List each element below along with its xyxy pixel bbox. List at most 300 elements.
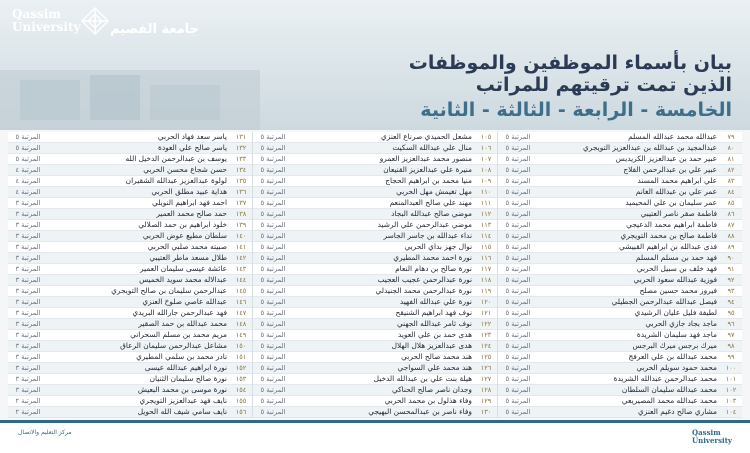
employee-name: منيرة علي عبدالعزيز القنيعان — [383, 165, 472, 174]
table-column-2 — [253, 132, 498, 418]
rank-label: المرتبة ٣ — [15, 320, 41, 328]
employee-name: علي ابراهيم محمد المسند — [637, 176, 717, 185]
employee-name: خلود ابراهيم بن حمد الصلالي — [138, 220, 227, 229]
rank-label: المرتبة ٥ — [260, 298, 286, 306]
row-number: ٨٥ — [727, 199, 735, 207]
row-number: ١٣٤ — [235, 166, 247, 174]
rank-label: المرتبة ٣ — [15, 221, 41, 229]
row-number: ١٤٠ — [235, 232, 247, 240]
employee-name: سلطان مطيع عوض الحربي — [142, 231, 227, 240]
employee-name: مهل تغيمش مهل الحربي — [396, 187, 472, 196]
table-row — [8, 341, 252, 352]
rank-label: المرتبة ٥ — [505, 298, 531, 306]
rank-label: المرتبة ٥ — [260, 199, 286, 207]
row-number: ٩٨ — [727, 342, 735, 350]
logo-text-ar: جامعة القصيم — [110, 22, 200, 37]
table-row — [498, 363, 742, 374]
table-row — [498, 154, 742, 165]
row-number: ١٥٤ — [235, 386, 247, 394]
logo-text-en — [12, 8, 81, 34]
rank-label: المرتبة ٥ — [260, 276, 286, 284]
table-row — [253, 374, 497, 385]
table-row — [498, 374, 742, 385]
rank-label: المرتبة ٥ — [15, 133, 41, 141]
row-number: ٨٨ — [727, 232, 735, 240]
rank-label: المرتبة ٣ — [15, 364, 41, 372]
employee-name: ميرك برجس ميرك البرجس — [632, 341, 717, 350]
rank-label: المرتبة ٣ — [15, 232, 41, 240]
rank-label: المرتبة ٣ — [15, 210, 41, 218]
table-row — [253, 297, 497, 308]
employee-name: نورة عبدالرحمن محمد الجنيدلي — [375, 286, 472, 295]
table-row — [498, 396, 742, 407]
rank-label: المرتبة ٣ — [15, 353, 41, 361]
row-number: ١٤٩ — [235, 331, 247, 339]
table-row — [498, 352, 742, 363]
row-number: ٩٠ — [727, 254, 735, 262]
table-row — [253, 385, 497, 396]
employee-name: عمر علي بن عبدالله الغانم — [635, 187, 717, 196]
rank-label: المرتبة ٣ — [15, 276, 41, 284]
logo-en-line1: Qassim — [12, 7, 61, 21]
table-row — [8, 308, 252, 319]
rank-label: المرتبة ٣ — [15, 386, 41, 394]
university-logo — [12, 6, 200, 48]
promotion-table — [8, 132, 742, 418]
table-row — [8, 231, 252, 242]
table-column-1 — [498, 132, 742, 418]
employee-name: نورة صالح بن دهام النعام — [395, 264, 472, 273]
footer-logo-en2: University — [692, 436, 732, 445]
employee-name: ياسر سعد فهاد الحربي — [157, 132, 227, 141]
row-number: ٩٩ — [727, 353, 735, 361]
logo-en-line2: University — [12, 20, 81, 34]
employee-name: نورة صالح سليمان الثنيان — [149, 374, 227, 383]
table-row — [8, 275, 252, 286]
row-number: ٩٧ — [727, 331, 735, 339]
row-number: ١٠٨ — [480, 166, 492, 174]
logo-mark-icon — [80, 6, 110, 36]
rank-label: المرتبة ٥ — [505, 353, 531, 361]
row-number: ١٥٦ — [235, 408, 247, 416]
footer-left-text: مركز التعليم والاتصال — [18, 429, 72, 436]
rank-label: المرتبة ٥ — [260, 331, 286, 339]
employee-name: فوزية عبدالله سعود الحربي — [633, 275, 717, 284]
rank-label: المرتبة ٣ — [15, 331, 41, 339]
rank-label: المرتبة ٥ — [505, 331, 531, 339]
table-row — [8, 286, 252, 297]
employee-name: وجدان ناصر صالح الحناكي — [392, 385, 472, 394]
employee-name: وفاء ناصر بن عبدالمحسن البهيجي — [368, 407, 472, 416]
table-row — [8, 407, 252, 418]
row-number: ١٤٧ — [235, 309, 247, 317]
row-number: ١١٥ — [480, 243, 492, 251]
employee-name: فهد حمد بن مسلم المسلم — [635, 253, 717, 262]
row-number: ١٣٩ — [235, 221, 247, 229]
table-row — [498, 132, 742, 143]
employee-name: مهند علي صالح العبدالمنعم — [389, 198, 472, 207]
employee-name: محمد عبدالله بن حمد الصقير — [138, 319, 227, 328]
rank-label: المرتبة ٥ — [505, 166, 531, 174]
row-number: ١١١ — [480, 199, 492, 207]
row-number: ١٥٢ — [235, 364, 247, 372]
row-number: ٩٦ — [727, 320, 735, 328]
row-number: ١٢٥ — [480, 353, 492, 361]
row-number: ١٤١ — [235, 243, 247, 251]
table-row — [498, 176, 742, 187]
rank-label: المرتبة ٥ — [260, 232, 286, 240]
rank-label: المرتبة ٥ — [260, 364, 286, 372]
employee-name: هند محمد علي السواجي — [397, 363, 472, 372]
rank-label: المرتبة ٥ — [505, 133, 531, 141]
employee-name: نايف سامي شيف الله الحويل — [137, 407, 227, 416]
employee-name: حمد صالح محمد العمير — [156, 209, 227, 218]
row-number: ١٢٤ — [480, 342, 492, 350]
row-number: ١٤٨ — [235, 320, 247, 328]
table-row — [498, 341, 742, 352]
employee-name: يوسف بن عبدالرحمن الدخيل الله — [125, 154, 227, 163]
table-row — [8, 220, 252, 231]
row-number: ١١٨ — [480, 276, 492, 284]
employee-name: محمد عبدالله سليمان السلطان — [621, 385, 717, 394]
employee-name: منيا محمد بن ابراهيم الحجاج — [385, 176, 472, 185]
title-line-3: الخامسة - الرابعة - الثالثة - الثانية — [420, 99, 732, 121]
row-number: ١٤٤ — [235, 276, 247, 284]
row-number: ١٠١ — [725, 375, 737, 383]
rank-label: المرتبة ٥ — [505, 375, 531, 383]
row-number: ١٠٥ — [480, 133, 492, 141]
row-number: ١٣٥ — [235, 177, 247, 185]
rank-label: المرتبة ٥ — [260, 287, 286, 295]
row-number: ٩١ — [727, 265, 735, 273]
rank-label: المرتبة ٥ — [505, 320, 531, 328]
row-number: ١٠٤ — [725, 408, 737, 416]
table-row — [498, 275, 742, 286]
row-number: ١٢٩ — [480, 397, 492, 405]
table-row — [253, 319, 497, 330]
employee-name: طلال مسعد ماطر العتيبي — [149, 253, 227, 262]
table-row — [253, 341, 497, 352]
rank-label: المرتبة ٥ — [260, 221, 286, 229]
rank-label: المرتبة ٥ — [260, 353, 286, 361]
row-number: ٨١ — [727, 155, 735, 163]
employee-name: نورة عبدالرحمن عجيب العجيب — [377, 275, 472, 284]
table-row — [253, 352, 497, 363]
table-row — [8, 198, 252, 209]
employee-name: نادر محمد بن سلمي المطيري — [136, 352, 227, 361]
employee-name: صبيته محمد صلبي الحربي — [147, 242, 227, 251]
employee-name: نورة موسى بن محمد البعيش — [137, 385, 227, 394]
row-number: ١٢٣ — [480, 331, 492, 339]
rank-label: المرتبة ٥ — [260, 133, 286, 141]
employee-name: محمد حمود سويلم الحربي — [636, 363, 717, 372]
table-row — [8, 396, 252, 407]
row-number: ١١٤ — [480, 232, 492, 240]
table-row — [253, 176, 497, 187]
table-row — [253, 154, 497, 165]
employee-name: فدى عبدالله بن ابراهيم القبيشي — [618, 242, 717, 251]
employee-name: لولوة عبدالعزيز عبدالله الشقيران — [125, 176, 227, 185]
rank-label: المرتبة ٥ — [505, 232, 531, 240]
rank-label: المرتبة ٥ — [505, 210, 531, 218]
table-row — [498, 220, 742, 231]
table-row — [8, 319, 252, 330]
rank-label: المرتبة ٥ — [505, 408, 531, 416]
table-row — [498, 198, 742, 209]
employee-name: فهد عبدالرحمن جارالله البريدي — [132, 308, 227, 317]
row-number: ١١٢ — [480, 210, 492, 218]
employee-name: هيلة بنت علي بن عبدالله الدخيل — [373, 374, 472, 383]
rank-label: المرتبة ٣ — [15, 375, 41, 383]
footer-logo-en1: Qassim — [692, 428, 721, 437]
row-number: ١٠٣ — [725, 397, 737, 405]
employee-name: منال علي عبدالله السكيت — [392, 143, 472, 152]
employee-name: عبدالمجيد بن عبدالله بن عبدالعزيز التويجري — [583, 143, 717, 152]
table-row — [253, 143, 497, 154]
table-row — [498, 209, 742, 220]
employee-name: موضي صالح عبدالله البجاد — [391, 209, 472, 218]
employee-name: نورة علي عبدالله الفهيد — [399, 297, 472, 306]
rank-label: المرتبة ٥ — [505, 243, 531, 251]
employee-name: وفاء هذلول بن محمد الحربي — [384, 396, 472, 405]
employee-name: محمد عبدالله بن علي العرفج — [628, 352, 717, 361]
rank-label: المرتبة ٥ — [260, 144, 286, 152]
row-number: ١٥١ — [235, 353, 247, 361]
employee-name: احمد فهد ابراهيم النويلي — [152, 198, 227, 207]
employee-name: مريم محمد بن مسلم السحراني — [130, 330, 227, 339]
row-number: ١٣٧ — [235, 199, 247, 207]
table-row — [253, 363, 497, 374]
table-row — [8, 143, 252, 154]
row-number: ١١٠ — [480, 188, 492, 196]
row-number: ٨٤ — [727, 188, 735, 196]
employee-name: ياسر صالح علي العودة — [157, 143, 227, 152]
employee-name: نوف فهد ابراهيم الشنيقح — [395, 308, 472, 317]
row-number: ١٣٦ — [235, 188, 247, 196]
employee-name: عبدالاله محمد سويد الخميس — [139, 275, 227, 284]
row-number: ١٠٦ — [480, 144, 492, 152]
row-number: ١٠٩ — [480, 177, 492, 185]
row-number: ١٢١ — [480, 309, 492, 317]
row-number: ٩٢ — [727, 276, 735, 284]
table-row — [253, 396, 497, 407]
employee-name: نوف ثامر عبدالله الجهني — [396, 319, 472, 328]
rank-label: المرتبة ٥ — [505, 177, 531, 185]
table-row — [8, 209, 252, 220]
row-number: ١٣٨ — [235, 210, 247, 218]
employee-name: حسن شجاع محسن الحربي — [143, 165, 227, 174]
row-number: ٨٩ — [727, 243, 735, 251]
rank-label: المرتبة ٥ — [505, 287, 531, 295]
table-row — [8, 242, 252, 253]
rank-label: المرتبة ٥ — [505, 265, 531, 273]
row-number: ١٤٢ — [235, 254, 247, 262]
employee-name: عائشة عيسى سليمان العمير — [140, 264, 227, 273]
rank-label: المرتبة ٢ — [15, 397, 41, 405]
rank-label: المرتبة ٥ — [260, 320, 286, 328]
row-number: ٨٧ — [727, 221, 735, 229]
rank-label: المرتبة ٥ — [260, 166, 286, 174]
table-row — [8, 253, 252, 264]
row-number: ٨٢ — [727, 166, 735, 174]
employee-name: عبدالله محمد عبدالله المسلم — [628, 132, 717, 141]
footer-bar — [0, 420, 750, 453]
table-row — [498, 407, 742, 418]
rank-label: المرتبة ٥ — [260, 386, 286, 394]
table-row — [498, 253, 742, 264]
employee-name: نورة ابراهيم عبدالله عيسى — [144, 363, 227, 372]
table-row — [253, 165, 497, 176]
employee-name: هدى حمد بن علي العويد — [397, 330, 472, 339]
employee-name: عبير حمد بن عبدالعزيز الكريديس — [615, 154, 717, 163]
row-number: ١٣٢ — [235, 144, 247, 152]
rank-label: المرتبة ٣ — [15, 287, 41, 295]
row-number: ٧٩ — [727, 133, 735, 141]
row-number: ١١٦ — [480, 254, 492, 262]
row-number: ١١٣ — [480, 221, 492, 229]
table-row — [253, 275, 497, 286]
rank-label: المرتبة ٥ — [260, 375, 286, 383]
table-row — [253, 264, 497, 275]
employee-name: عبدالله عاصي صلوخ العنزي — [142, 297, 227, 306]
table-row — [253, 407, 497, 418]
employee-name: فهد خلف بن سبيل الحربي — [636, 264, 717, 273]
title-block — [272, 52, 732, 122]
rank-label: المرتبة ٣ — [15, 298, 41, 306]
rank-label: المرتبة ٢ — [15, 408, 41, 416]
rank-label: المرتبة ٥ — [15, 155, 41, 163]
table-row — [498, 330, 742, 341]
row-number: ١١٩ — [480, 287, 492, 295]
row-number: ١٤٣ — [235, 265, 247, 273]
rank-label: المرتبة ٥ — [260, 243, 286, 251]
employee-name: ماجد فهد سليمان الشريدة — [636, 330, 717, 339]
rank-label: المرتبة ٥ — [260, 177, 286, 185]
table-row — [8, 154, 252, 165]
row-number: ٩٥ — [727, 309, 735, 317]
rank-label: المرتبة ٤ — [15, 188, 41, 196]
row-number: ١٢٧ — [480, 375, 492, 383]
table-row — [498, 231, 742, 242]
header-banner — [0, 0, 750, 130]
table-row — [253, 187, 497, 198]
table-row — [498, 264, 742, 275]
employee-name: نداء عبدالله بن جاسر الجاسر — [383, 231, 472, 240]
title-line-1: بيان بأسماء الموظفين والموظفات — [408, 52, 732, 74]
table-row — [253, 220, 497, 231]
table-row — [8, 330, 252, 341]
rank-label: المرتبة ٣ — [15, 265, 41, 273]
employee-name: محمد عبدالرحمن عبدالله الشريدة — [613, 374, 717, 383]
rank-label: المرتبة ٥ — [260, 188, 286, 196]
rank-label: المرتبة ٥ — [260, 155, 286, 163]
table-row — [498, 286, 742, 297]
employee-name: عمر سليمان بن علي المحيميد — [625, 198, 717, 207]
row-number: ١٥٣ — [235, 375, 247, 383]
table-row — [253, 198, 497, 209]
employee-name: هداية عبيد مطلق الحربي — [151, 187, 227, 196]
table-row — [8, 363, 252, 374]
table-row — [498, 187, 742, 198]
table-row — [8, 176, 252, 187]
employee-name: مشعل الحميدي صرناع العنزي — [380, 132, 472, 141]
row-number: ١٤٥ — [235, 287, 247, 295]
table-row — [8, 132, 252, 143]
table-row — [253, 308, 497, 319]
table-row — [498, 242, 742, 253]
employee-name: هدى عبدالعزيز هلال الهلال — [391, 341, 472, 350]
rank-label: المرتبة ٣ — [15, 309, 41, 317]
table-row — [498, 143, 742, 154]
rank-label: المرتبة ٣ — [15, 342, 41, 350]
rank-label: المرتبة ٥ — [505, 254, 531, 262]
row-number: ١٣٠ — [480, 408, 492, 416]
table-row — [498, 385, 742, 396]
table-row — [498, 319, 742, 330]
rank-label: المرتبة ٣ — [15, 254, 41, 262]
table-row — [8, 385, 252, 396]
employee-name: نايف فهد عبدالعزيز التويجري — [139, 396, 227, 405]
table-row — [498, 308, 742, 319]
rank-label: المرتبة ٤ — [15, 177, 41, 185]
title-line-2: الذين تمت ترقيتهم للمراتب — [475, 74, 732, 96]
row-number: ٩٤ — [727, 298, 735, 306]
row-number: ١٢٠ — [480, 298, 492, 306]
rank-label: المرتبة ٥ — [505, 309, 531, 317]
table-row — [8, 264, 252, 275]
rank-label: المرتبة ٥ — [505, 199, 531, 207]
table-row — [253, 132, 497, 143]
rank-label: المرتبة ٥ — [15, 144, 41, 152]
row-number: ١١٧ — [480, 265, 492, 273]
rank-label: المرتبة ٥ — [505, 342, 531, 350]
rank-label: المرتبة ٥ — [260, 408, 286, 416]
rank-label: المرتبة ٣ — [15, 199, 41, 207]
table-row — [498, 165, 742, 176]
rank-label: المرتبة ٥ — [260, 309, 286, 317]
row-number: ٨٣ — [727, 177, 735, 185]
rank-label: المرتبة ٥ — [260, 210, 286, 218]
employee-name: فاطمة صقر ناصر العتيبي — [640, 209, 717, 218]
rank-label: المرتبة ٥ — [260, 265, 286, 273]
employee-name: مشاري صالح دغيم العنزي — [637, 407, 717, 416]
table-row — [253, 231, 497, 242]
row-number: ١٤٦ — [235, 298, 247, 306]
rank-label: المرتبة ٣ — [15, 243, 41, 251]
employee-name: منصور محمد عبدالعزيز العمرو — [379, 154, 472, 163]
table-row — [253, 286, 497, 297]
rank-label: المرتبة ٥ — [505, 221, 531, 229]
table-row — [253, 253, 497, 264]
rank-label: المرتبة ٥ — [505, 188, 531, 196]
footer-logo — [692, 429, 732, 445]
row-number: ٨٠ — [727, 144, 735, 152]
employee-name: عبير علي بن عبدالرحمن الفلاج — [623, 165, 717, 174]
rank-label: المرتبة ٥ — [505, 155, 531, 163]
row-number: ١٢٢ — [480, 320, 492, 328]
employee-name: محمد عبدالله محمد المصيريعي — [621, 396, 717, 405]
table-row — [253, 330, 497, 341]
table-row — [8, 374, 252, 385]
rank-label: المرتبة ٥ — [260, 254, 286, 262]
table-row — [253, 209, 497, 220]
table-row — [8, 165, 252, 176]
table-row — [8, 352, 252, 363]
rank-label: المرتبة ٥ — [505, 276, 531, 284]
rank-label: المرتبة ٤ — [15, 166, 41, 174]
employee-name: عبدالرحمن سليمان بن صالح التويجري — [111, 286, 227, 295]
employee-name: ماجد بجاد جازي الحربي — [645, 319, 717, 328]
